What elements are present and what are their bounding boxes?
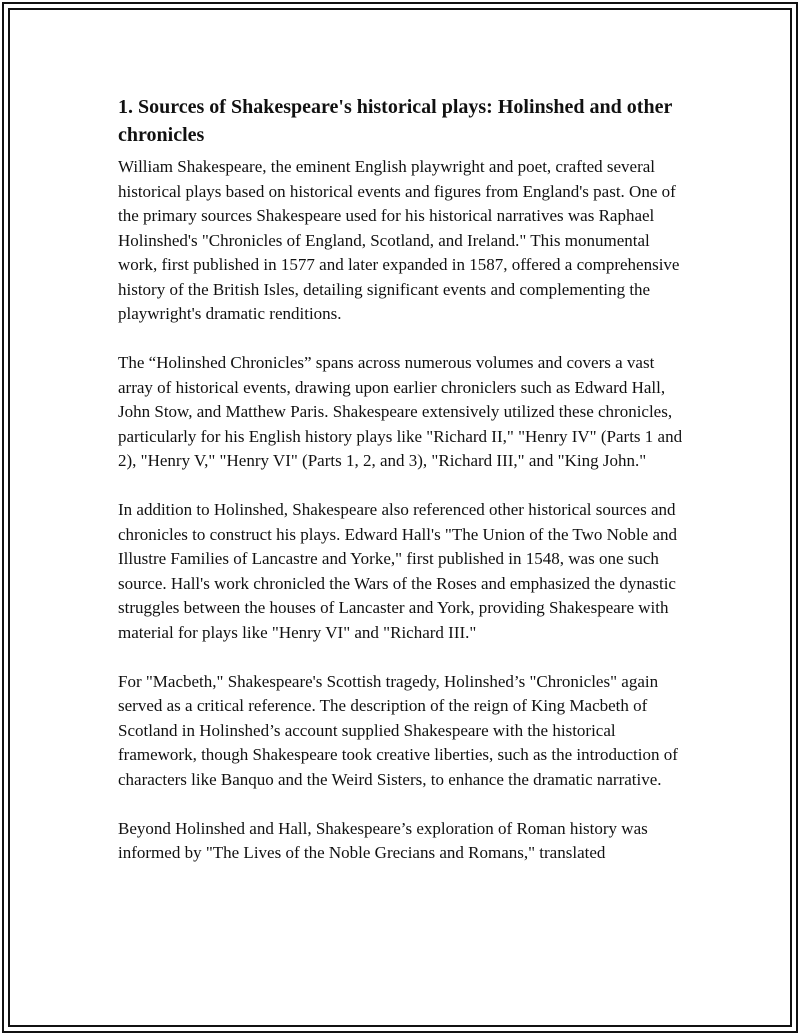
paragraph-holinshed-chronicles: The “Holinshed Chronicles” spans across numerous volumes and covers a vast array of historical events, drawing upon earlier chroniclers such as Edward Hall, John Stow, and Matthew Paris. Shakespeare extensively utilized these chronicles, particularly for his English history plays like "Richard II," "Henry IV" (Parts 1 and 2), "Henry V," "Henry VI" (Parts 1, 2, and 3), "Richard III," and "King John." — [118, 353, 683, 470]
paragraph-other-sources: In addition to Holinshed, Shakespeare also referenced other historical sources and chronicles to construct his plays. Edward Hall's "The Union of the Two Noble and Illustre Families of Lancastre and Yorke," first published in 1548, was one such source. Hall's work chronicled the Wars of the Roses and emphasized the dynastic struggles between the houses of Lancaster and York, providing Shakespeare with material for plays like "Henry VI" and "Richard III." — [118, 500, 677, 642]
paragraph-roman-history: Beyond Holinshed and Hall, Shakespeare’s exploration of Roman history was informed by "The Lives of the Noble Grecians and Romans," translated — [118, 818, 648, 862]
document-body — [118, 93, 688, 890]
paragraph-holinshed-intro: William Shakespeare, the eminent English playwright and poet, crafted several historical plays based on historical events and figures from England's past. One of the primary sources Shakespeare used for his historical narratives was Raphael Holinshed's "Chronicles of England, Scotland, and Ireland." This monumental work, first published in 1577 and later expanded in 1587, offered a comprehensive history of the British Isles, detailing significant events and complementing the playwright's dramatic renditions. — [118, 157, 680, 323]
section-heading: 1. Sources of Shakespeare's historical plays: Holinshed and other chronicles — [118, 96, 672, 146]
paragraph-macbeth: For "Macbeth," Shakespeare's Scottish tragedy, Holinshed’s "Chronicles" again served as a critical reference. The description of the reign of King Macbeth of Scotland in Holinshed’s account supplied Shakespeare with the historical framework, though Shakespeare took creative liberties, such as the introduction of characters like Banquo and the Weird Sisters, to enhance the dramatic narrative. — [118, 671, 678, 789]
